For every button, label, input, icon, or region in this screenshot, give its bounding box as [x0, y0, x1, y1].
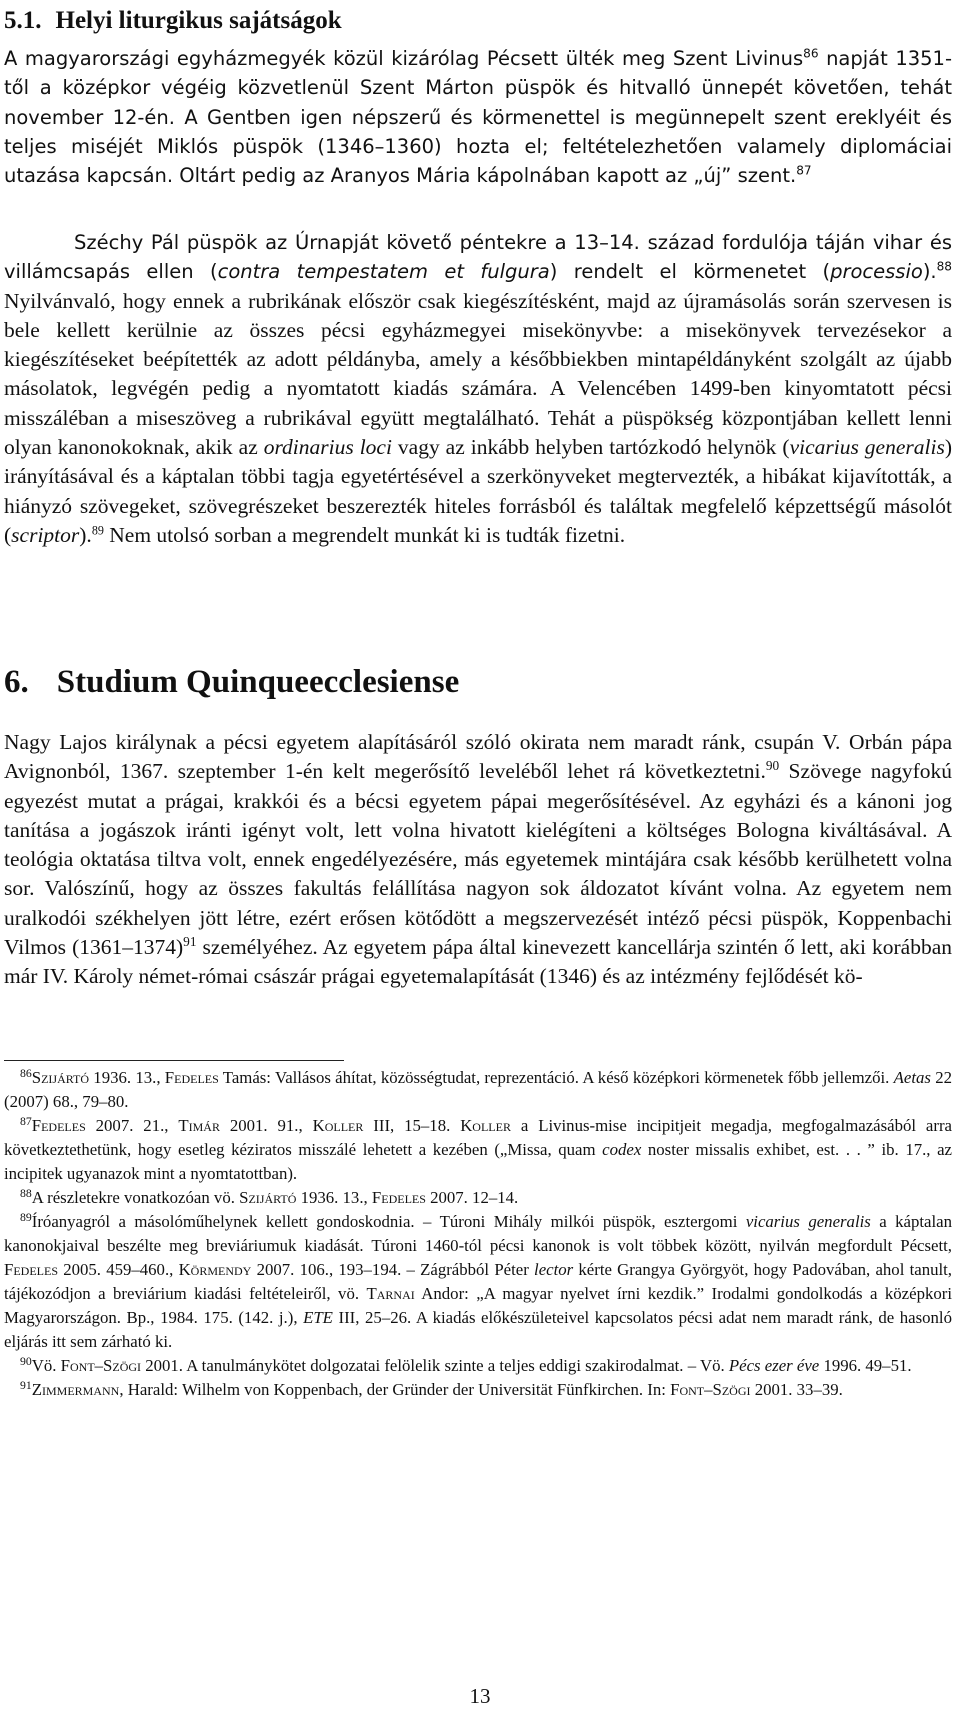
latin-term: processio — [830, 260, 923, 284]
footnote-89 — [4, 1210, 952, 1354]
text-run: ). — [79, 522, 92, 547]
latin-term: vicarius generalis — [745, 1212, 871, 1231]
footnote-number: 87 — [20, 1115, 32, 1129]
source-abbrev: ETE — [303, 1308, 333, 1327]
author-name: Fedeles — [371, 1188, 426, 1207]
section-number: 5.1. — [4, 7, 42, 34]
chapter-heading — [4, 662, 459, 702]
text-run: , Harald: Wilhelm von Koppenbach, der Gründer der Universität Fünfkirchen. In: — [119, 1380, 671, 1399]
footnote-number: 88 — [20, 1187, 32, 1201]
footnote-ref[interactable]: 91 — [183, 933, 197, 949]
footnote-number: 91 — [20, 1379, 32, 1393]
footnote-87 — [4, 1114, 952, 1186]
text-run: 2001. 91., — [219, 1116, 313, 1135]
author-name: Tarnai — [366, 1284, 415, 1303]
author-name: Szijártó — [31, 1068, 90, 1087]
footnote-ref[interactable]: 88 — [936, 259, 952, 274]
book-title: Pécs ezer éve — [728, 1356, 820, 1375]
footnote-ref[interactable]: 90 — [765, 758, 780, 774]
text-run: 2001. A tanulmánykötet dolgozatai felölelik szinte a teljes eddigi szakirodalmat. – Vö. — [141, 1356, 729, 1375]
text-run: noster missalis exhibet, est. . . ” ib. 17., az incipitek ugyanazok mint a nyomtatottban). — [4, 1140, 952, 1183]
section-title: Helyi liturgikus sajátságok — [55, 7, 342, 34]
paragraph — [4, 728, 952, 992]
text-run: 1936. 13., — [89, 1068, 165, 1087]
paragraph — [4, 44, 952, 190]
latin-term: scriptor — [11, 522, 80, 547]
text-run: 2007. 12–14. — [425, 1188, 519, 1207]
footnote-ref[interactable]: 87 — [796, 163, 812, 178]
footnotes — [4, 1066, 952, 1402]
text-run: Nyilvánvaló, hogy ennek a rubrikának először csak kiegészítésként, majd az újramásolás során szervesen is bele kellett kerülnie az összes pécsi egyházmegyei misekönyvbe: a misekönyvek tervezésekor a kiegészítéseket beépítették az adott példányba, amely a későbbiekben mintapéldányként szolgált az újabb másolatok, legvégén pedig a nyomtatott kiadás számára. A Velencében 1499-ben kinyomtatott pécsi misszáléban a miseszöveg a rubrikával együtt megtalálható. Tehát a püspökség központjában kellett lenni olyan kanonokoknak, akik az — [4, 288, 952, 460]
footnote-number: 86 — [20, 1067, 32, 1081]
author-name: Szijártó — [239, 1188, 297, 1207]
text-run: 1996. 49–51. — [819, 1356, 912, 1375]
text-run: A magyarországi egyházmegyék közül kizárólag Pécsett ülték meg Szent Livinus — [4, 47, 804, 70]
paragraph — [4, 228, 952, 550]
page-number: 13 — [469, 1684, 491, 1708]
text-run: ) irányításával és a káptalan többi tagja egyetértésével a szerkönyveket megtervezték, a hibákat kijavították, a hiányzó szövegeket, szövegrészeket beszerezték hiteles forrásból és találtak megfelelő képzettségű másolót ( — [4, 435, 952, 547]
author-name: Körmendy — [178, 1260, 252, 1279]
latin-term: codex — [602, 1140, 642, 1159]
text-run: a káptalan kanonokjaival beszélte meg breviáriumuk kiadását. Túroni 1460-tól pécsi kanonok is volt többek között, nyilván megfordult Pécsett, — [4, 1212, 953, 1255]
text-run: Tamás: Vallásos áhítat, közösségtudat, reprezentáció. A késő középkori körmenetek főbb jellemzői. — [218, 1068, 894, 1087]
text-run: Vö. — [31, 1356, 61, 1375]
footnote-88 — [4, 1186, 952, 1210]
text-run: 1936. 13., — [296, 1188, 372, 1207]
section-heading — [4, 6, 342, 36]
author-name: Koller — [460, 1116, 511, 1135]
author-name: Fedeles — [164, 1068, 219, 1087]
text-run: Széchy Pál püspök az Úrnapját követő péntekre a 13–14. század fordulója táján vihar és villámcsapás ellen ( — [4, 231, 952, 284]
text-run: Szövege nagyfokú egyezést mutat a prágai, krakkói és a bécsi egyetem pápai megerősítésével. Az egyházi és a kánoni jog tanítása a jogászok iránti igényt volt, lett volna hivatott kielégíteni a költséges Bologna kiváltásával. A teológia oktatása tiltva volt, ennek engedélyezésére, más egyetemek mintájára csak később kerülhetett volna sor. Valószínű, hogy az összes fakultás felállítása nagyon sok áldozatot kívánt volna. Az egyetem nem uralkodói székhelyen jött létre, ezért erősen kötődött a megszervezését intéző pécsi püspök, Koppenbachi Vilmos (1361–1374) — [4, 759, 952, 960]
footnote-number: 89 — [20, 1211, 32, 1225]
latin-term: ordinarius loci — [263, 435, 392, 460]
text-run: 22 (2007) 68., 79–80. — [4, 1068, 952, 1111]
latin-term: lector — [534, 1260, 574, 1279]
footnote-divider — [4, 1060, 344, 1061]
text-run: 2005. 459–460., — [58, 1260, 179, 1279]
text-run: Andor: „A magyar nyelvet írni kezdik.” Irodalmi gondolkodás a középkori Magyarországon. Bp., 1984. 175. (142. j.), — [4, 1284, 952, 1327]
author-name: Koller — [312, 1116, 364, 1135]
text-run: III, 25–26. A kiadás előkészületeivel kapcsolatos pécsi adat nem maradt ránk, de hasonló eljárás itt sem zárható ki. — [4, 1308, 952, 1351]
latin-term: contra tempestatem et fulgura — [217, 260, 550, 284]
text-run: napját 1351-től a középkor végéig közvetlenül Szent Márton püspök és hitvalló ünnepét követően, tehát november 12-én. A Gentben igen népszerű és körmenettel is megünnepelt szent ereklyéit és teljes miséjét Miklós püspök (1346–1360) hozta el; feltételezhetően valamely diplomáciai utazása kapcsán. Oltárt pedig az Aranyos Mária kápolnában kapott az „új” szent. — [4, 47, 952, 188]
text-run: a Livinus-mise incipitjeit megadja, megfogalmazásából arra következtethetünk, hogy esetleg kéziratos misszálé lehetett a kezében („Missa, quam — [4, 1116, 952, 1159]
journal-title: Aetas — [893, 1068, 931, 1087]
chapter-title: Studium Quinqueecclesiense — [56, 664, 460, 700]
author-name: Font–Szögi — [670, 1380, 751, 1399]
text-run: III, 15–18. — [363, 1116, 461, 1135]
text-run: vagy az inkább helyben tartózkodó helynök ( — [391, 435, 790, 460]
author-name: Fedeles — [31, 1116, 86, 1135]
text-run: ) rendelt el körmenetet ( — [549, 260, 831, 284]
author-name: Fedeles — [4, 1260, 58, 1279]
footnote-number: 90 — [20, 1355, 32, 1369]
author-name: Font–Szögi — [60, 1356, 142, 1375]
latin-term: vicarius generalis — [789, 435, 945, 460]
text-run: 2001. 33–39. — [750, 1380, 843, 1399]
text-run: 2007. 21., — [85, 1116, 179, 1135]
footnote-ref[interactable]: 86 — [803, 46, 819, 61]
text-run: Nem utolsó sorban a megrendelt munkát ki is tudták fizetni. — [103, 522, 626, 547]
author-name: Zimmermann — [31, 1380, 120, 1399]
text-run: Nagy Lajos királynak a pécsi egyetem alapításáról szóló okirata nem maradt ránk, csupán V. Orbán pápa Avignonból, 1367. szeptember 1-én kelt megerősítő leveléből lehet rá következtetni. — [4, 730, 952, 784]
footnote-91 — [4, 1378, 952, 1402]
text-run: személyéhez. Az egyetem pápa által kinevezett kancellárja szintén ő lett, aki korábban már IV. Károly német-római császár prágai egyetemalapítását (1346) és az intézmény fejlődését kö- — [4, 935, 952, 989]
text-run: Íróanyagról a másolóműhelynek kellett gondoskodnia. – Túroni Mihály milkói püspök, esztergomi — [31, 1212, 746, 1231]
text-run: kérte Grangya Györgyöt, hogy Padovában, ahol tanult, tájékozódjon a breviárium kiadási feltételeiről, vö. — [4, 1260, 952, 1303]
footnote-ref[interactable]: 89 — [91, 523, 104, 538]
footnote-86 — [4, 1066, 952, 1114]
text-run: 2007. 106., 193–194. – Zágrábból Péter — [251, 1260, 535, 1279]
chapter-number: 6. — [4, 664, 29, 700]
author-name: Timár — [178, 1116, 220, 1135]
text-run: ). — [922, 260, 937, 284]
text-run: A részletekre vonatkozóan vö. — [31, 1188, 240, 1207]
footnote-90 — [4, 1354, 952, 1378]
